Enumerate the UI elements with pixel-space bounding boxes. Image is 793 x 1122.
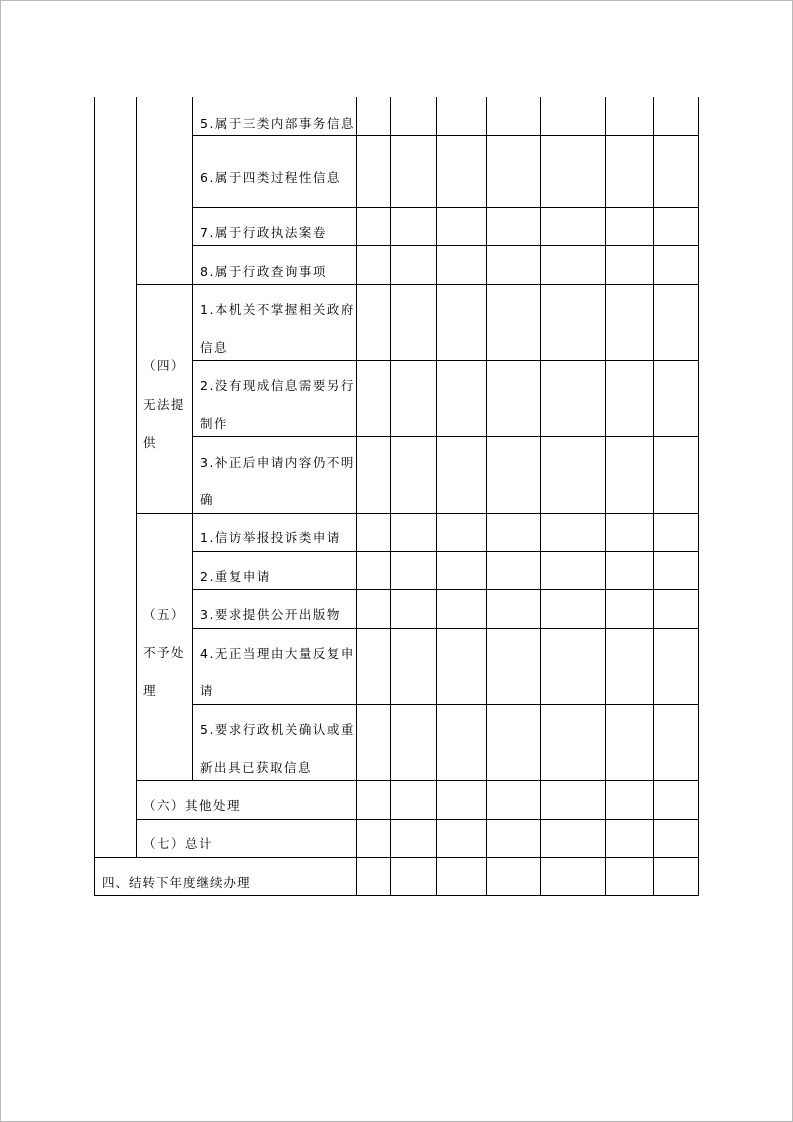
group-label-not-processed: （五）: [143, 607, 186, 622]
col-line-data-1: [356, 97, 357, 896]
row-label-not-held: 1.本机关不掌握相关政府: [200, 302, 355, 317]
row-line: [192, 551, 699, 552]
col-line-data-5: [540, 97, 541, 896]
group-label-not-processed: 理: [143, 683, 158, 698]
row-line: [136, 819, 699, 820]
row-label-repeated-requests: 4.无正当理由大量反复申: [200, 646, 355, 661]
row-line: [192, 135, 699, 136]
row-line: [192, 589, 699, 590]
row-label-duplicate: 2.重复申请: [200, 569, 271, 584]
row-label-publications: 3.要求提供公开出版物: [200, 607, 341, 622]
col-line-category: [136, 97, 137, 858]
row-line: [192, 245, 699, 246]
table-right-border: [698, 97, 699, 896]
group-label-unable-provide: （四）: [143, 358, 186, 373]
row-label-still-unclear: 确: [200, 492, 215, 507]
row-label-reissue-info: 新出具已获取信息: [200, 760, 313, 775]
group-label-not-processed: 不予处: [143, 645, 186, 660]
row-label-enforcement-files: 7.属于行政执法案卷: [200, 225, 327, 240]
row-line: [192, 207, 699, 208]
row-line: [192, 704, 699, 705]
row-label-need-produce: 制作: [200, 416, 229, 431]
col-line-data-6: [605, 97, 606, 896]
col-line-data-3: [436, 97, 437, 896]
col-line-data-2: [390, 97, 391, 896]
table-left-border: [94, 97, 95, 896]
row-label-carry-over: 四、结转下年度继续办理: [102, 875, 251, 890]
group-label-unable-provide: 无法提: [143, 397, 186, 412]
table-bottom-border: [94, 895, 699, 896]
row-line: [136, 284, 699, 285]
row-label-other-handling: （六）其他处理: [143, 798, 242, 813]
row-line: [136, 513, 699, 514]
row-label-petition: 1.信访举报投诉类申请: [200, 530, 341, 545]
col-line-data-7: [653, 97, 654, 896]
row-label-not-held: 信息: [200, 340, 229, 355]
row-label-query-matters: 8.属于行政查询事项: [200, 264, 327, 279]
row-line: [192, 360, 699, 361]
row-line: [192, 436, 699, 437]
row-label-type3-internal: 5.属于三类内部事务信息: [200, 116, 355, 131]
row-line: [136, 780, 699, 781]
row-label-type4-process: 6.属于四类过程性信息: [200, 170, 341, 185]
col-line-data-4: [486, 97, 487, 896]
row-line: [94, 857, 699, 858]
row-label-need-produce: 2.没有现成信息需要另行: [200, 378, 355, 393]
group-label-unable-provide: 供: [143, 435, 158, 450]
row-label-total: （七）总计: [143, 836, 214, 851]
col-line-subcategory: [192, 97, 193, 780]
row-label-reissue-info: 5.要求行政机关确认或重: [200, 722, 355, 737]
row-label-still-unclear: 3.补正后申请内容仍不明: [200, 455, 355, 470]
row-label-repeated-requests: 请: [200, 683, 215, 698]
row-line: [192, 628, 699, 629]
